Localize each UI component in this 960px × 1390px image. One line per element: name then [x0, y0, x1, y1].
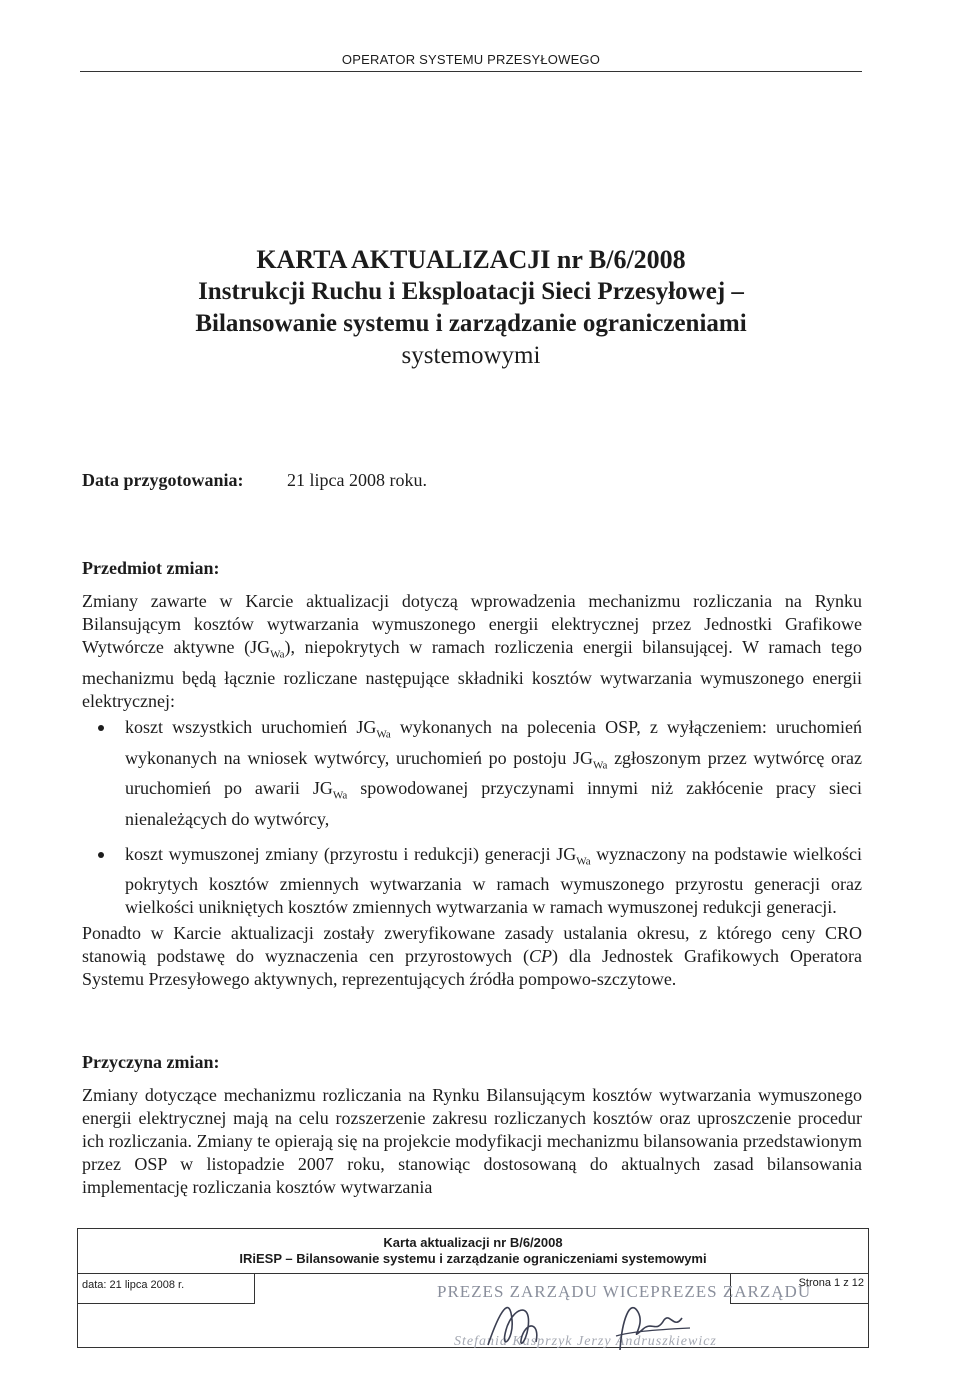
- subject-p1-text-a: Zmiany zawarte w Karcie aktualizacji dotyczą wprowadzenia mechanizmu rozliczania na Rynku Bilansującym kosztów wytwarzania wymuszonego energii elektrycznej przez Jednostki Grafikowe Wytwórcze aktywne (JG: [82, 591, 862, 657]
- jg-subscript: Wa: [376, 728, 391, 741]
- preparation-date-row: [82, 470, 427, 491]
- cost-components-list: [82, 716, 862, 931]
- reason-heading: Przyczyna zmian:: [82, 1052, 220, 1072]
- bullet1-text-a: koszt wszystkich uruchomień JG: [125, 717, 377, 737]
- footer-title-line-1: Karta aktualizacji nr B/6/2008: [383, 1235, 563, 1250]
- bullet1-text-b: wykonanych na polecenia OSP, z wyłączeniem: uruchomień wykonanych na wniosek wytwórcy, uruchomień po postoju JG: [125, 717, 862, 768]
- footer-divider: [730, 1303, 868, 1304]
- footer-divider: [78, 1303, 255, 1304]
- subject-paragraph-1: [82, 590, 862, 713]
- list-item: [82, 716, 862, 831]
- footer-title-line-2: IRiESP – Bilansowanie systemu i zarządzanie ograniczeniami systemowymi: [239, 1251, 707, 1266]
- preparation-date-label: Data przygotowania:: [82, 470, 244, 490]
- footer-date: data: 21 lipca 2008 r.: [82, 1279, 185, 1291]
- management-stamp-titles: PREZES ZARZĄDU WICEPREZES ZARZĄDU: [437, 1282, 812, 1301]
- bullet2-text-a: koszt wymuszonej zmiany (przyrostu i redukcji) generacji JG: [125, 843, 577, 864]
- footer-page-number: Strona 1 z 12: [798, 1277, 864, 1289]
- subject-p2-text-a: Ponadto w Karcie aktualizacji zostały zweryfikowane zasady ustalania okresu, z którego ceny CRO stanowią podstawę do wyznaczenia cen przyrostowych (: [82, 923, 862, 966]
- footer-divider: [254, 1273, 255, 1303]
- title-line-3: Bilansowanie systemu i zarządzanie ograniczeniami: [195, 310, 747, 337]
- subject-p1-text-b: ), niepokrytych w ramach rozliczenia energii bilansującej. W ramach tego mechanizmu będą łącznie rozliczane następujące składniki kosztów wytwarzania wymuszonego energii elektrycznej:: [82, 637, 862, 711]
- subject-p2-text-b: ) dla Jednostek Grafikowych Operatora Systemu Przesyłowego aktywnych, reprezentujących źródła pompowo-szczytowe.: [82, 946, 862, 989]
- footer-title: [78, 1235, 868, 1267]
- list-item: [82, 843, 862, 920]
- preparation-date-value: 21 lipca 2008 roku.: [287, 470, 427, 490]
- bullet2-text-b: wyznaczony na podstawie wielkości pokrytych kosztów zmiennych wytwarzania w ramach wymuszonego przyrostu generacji oraz wielkości unikniętych kosztów zmiennych wytwarzania w ramach wymuszonej redukcji generacji.: [125, 843, 862, 918]
- bullet1-text-c: zgłoszonym przez wytwórcę oraz uruchomień po awarii JG: [125, 747, 862, 799]
- title-line-4: systemowymi: [401, 342, 541, 369]
- subject-paragraph-2: [82, 922, 862, 991]
- title-line-1: KARTA AKTUALIZACJI nr B/6/2008: [256, 245, 686, 274]
- jg-subscript: Wa: [270, 648, 285, 661]
- jg-subscript: Wa: [576, 855, 591, 868]
- handwritten-signatures: [470, 1290, 750, 1360]
- jg-subscript: Wa: [593, 759, 608, 772]
- reason-paragraph: Zmiany dotyczące mechanizmu rozliczania na Rynku Bilansującym kosztów wytwarzania wymuszonego energii elektrycznej mają na celu rozszerzenie zakresu rozliczanych kosztów oraz uproszczenie procedur ich rozliczania. Zmiany te opierają się na projekcie modyfikacji mechanizmu bilansowania przedstawionym przez OSP w listopadzie 2007 roku, stanowiąc dostosowaną do aktualnych zasad bilansowania implementację rozliczania kosztów wytwarzania: [82, 1085, 862, 1197]
- document-title: [80, 244, 862, 372]
- footer-divider: [78, 1273, 868, 1274]
- title-line-2: Instrukcji Ruchu i Eksploatacji Sieci Przesyłowej –: [198, 278, 744, 305]
- cp-abbreviation: CP: [528, 946, 552, 966]
- subject-heading: Przedmiot zmian:: [82, 558, 220, 578]
- bullet-icon: [98, 725, 104, 731]
- page-header: OPERATOR SYSTEMU PRZESYŁOWEGO: [80, 52, 862, 72]
- bullet-icon: [98, 852, 104, 858]
- bullet1-text-d: spowodowanej przyczynami innymi niż zakłócenie pracy sieci nienależących do wytwórcy,: [125, 778, 863, 829]
- management-stamp-names: Stefania Kasprzyk Jerzy Andruszkiewicz: [454, 1334, 717, 1349]
- jg-subscript: Wa: [332, 789, 348, 802]
